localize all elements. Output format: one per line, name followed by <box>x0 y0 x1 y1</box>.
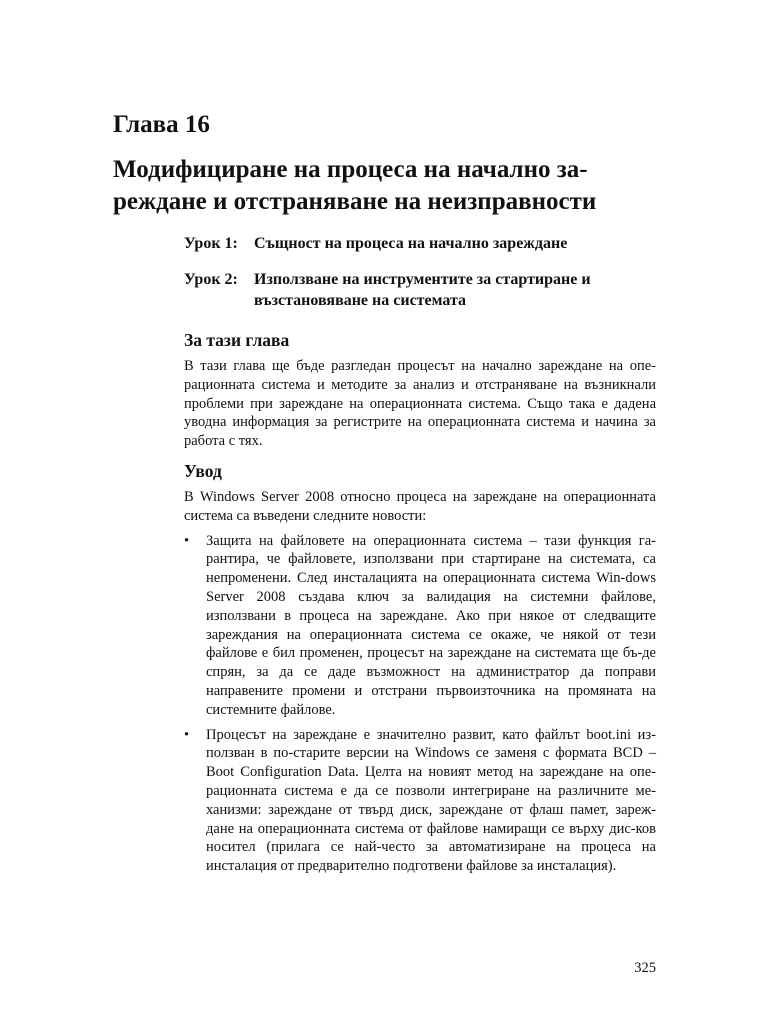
lesson-item <box>184 269 664 311</box>
page-number: 325 <box>634 960 656 976</box>
about-section <box>184 329 656 451</box>
chapter-number: Глава 16 <box>113 111 210 138</box>
lesson-number: Урок 1: <box>184 235 238 252</box>
bullet-text: Защита на файловете на операционната система – тази функция га-рантира, че файловете, използвани при стартиране на системата, са непроменени. След инсталацията на операционната система Win-dows Server 2008 създава ключ за валидация на системни файлове, използвани в процеса на зареждане. Ако при някое от следващите зареждания на операционната система се окаже, че някой от тези файлове е бил променен, процесът на зареждане на системата ще бъ-де спрян, за да се даде възможност на администратор да поправи направените промени и отстрани първоизточника на промяната на системните файлове. <box>206 532 656 718</box>
bullet-marker: • <box>184 532 190 549</box>
lesson-list <box>184 233 664 311</box>
lesson-number: Урок 2: <box>184 271 238 288</box>
intro-bullet-item <box>184 532 656 720</box>
lesson-title: Същност на процеса на начално зареждане <box>254 235 568 252</box>
lesson-title: Използване на инструментите за стартиране и възстановяване на системата <box>254 271 591 309</box>
intro-section <box>184 460 656 876</box>
intro-paragraph: В Windows Server 2008 относно процеса на зареждане на операционната система са въведени следните новости: <box>184 489 656 524</box>
chapter-title: Модифициране на процеса на начално за-реждане и отстраняване на неизправности <box>113 156 597 215</box>
bullet-text: Процесът на зареждане е значително развит, като файлът boot.ini из-ползван в по-старите версии на Windows се заменя с формата BCD – Boot Configuration Data. Целта на новият метод на зареждане на опе-рационната система е да се позволи интегриране на различните ме-ханизми: зареждане от твърд диск, зареждане от флаш памет, зареж-дане на операционната система от файлове намиращи се върху дис-ков носител (прилага се най-често за автоматизиране на процеса на инсталация от предварително подготвени файлове за инсталация). <box>206 726 656 875</box>
intro-heading: Увод <box>184 461 222 481</box>
about-paragraph: В тази глава ще бъде разгледан процесът на начално зареждане на опе-рационната система и методите за анализ и отстраняване на възникнали проблеми при зареждане на операционната система. Също така е дадена уводна информация за регистрите на операционната система и начина за работа с тях. <box>184 358 656 450</box>
bullet-marker: • <box>184 726 190 743</box>
intro-bullet-item <box>184 726 656 876</box>
about-heading: За тази глава <box>184 330 290 350</box>
lesson-item <box>184 233 664 254</box>
intro-bullet-list <box>184 532 656 876</box>
